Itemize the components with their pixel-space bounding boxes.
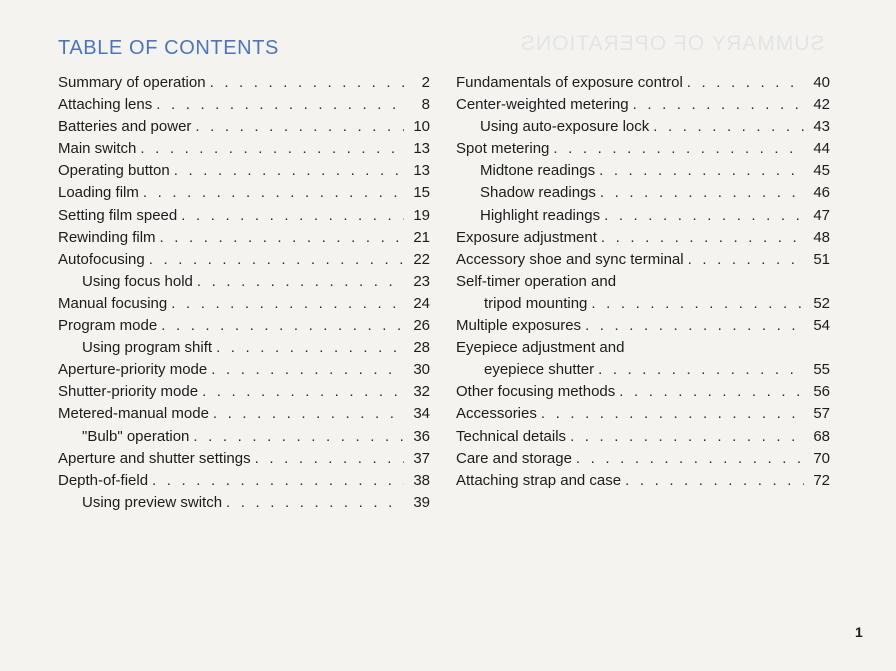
dot-leader bbox=[152, 470, 404, 492]
toc-entry-page: 42 bbox=[813, 96, 830, 114]
dot-leader bbox=[143, 182, 404, 204]
dot-leader bbox=[255, 448, 404, 470]
dot-leader bbox=[197, 271, 404, 293]
dot-leader bbox=[140, 138, 404, 160]
toc-entry-page: 2 bbox=[421, 74, 430, 91]
toc-entry-page: 45 bbox=[813, 162, 830, 180]
toc-entry-label: Shutter-priority mode bbox=[58, 383, 199, 401]
toc-entry[interactable] bbox=[456, 381, 830, 403]
toc-entry[interactable] bbox=[58, 205, 430, 227]
toc-entry-page: 56 bbox=[813, 383, 830, 401]
dot-leader bbox=[226, 492, 404, 514]
toc-entry-page: 32 bbox=[413, 383, 430, 401]
page-title: TABLE OF CONTENTS bbox=[58, 37, 279, 59]
toc-entry[interactable] bbox=[58, 448, 430, 470]
toc-entry[interactable] bbox=[456, 359, 830, 381]
dot-leader bbox=[160, 227, 404, 249]
toc-entry-label: Depth-of-field bbox=[58, 471, 149, 489]
toc-entry-label: "Bulb" operation bbox=[82, 427, 190, 445]
dot-leader bbox=[687, 72, 804, 94]
dot-leader bbox=[619, 381, 804, 403]
toc-entry-page: 40 bbox=[813, 74, 830, 91]
dot-leader bbox=[156, 94, 404, 116]
toc-entry-page: 21 bbox=[413, 228, 430, 246]
dot-leader bbox=[688, 249, 804, 271]
toc-entry-label: Operating button bbox=[58, 162, 170, 180]
toc-entry-label: Spot metering bbox=[456, 140, 550, 158]
toc-entry[interactable] bbox=[58, 160, 430, 182]
toc-entry[interactable] bbox=[58, 426, 430, 448]
toc-entry[interactable] bbox=[456, 337, 830, 359]
dot-leader bbox=[570, 426, 804, 448]
toc-entry[interactable] bbox=[58, 72, 430, 94]
toc-entry[interactable] bbox=[58, 182, 430, 204]
toc-entry-label: Attaching strap and case bbox=[456, 471, 622, 489]
dot-leader bbox=[541, 403, 804, 425]
dot-leader bbox=[598, 359, 804, 381]
toc-entry-page: 55 bbox=[813, 361, 830, 379]
dot-leader bbox=[211, 359, 404, 381]
toc-entry[interactable] bbox=[456, 205, 830, 227]
toc-entry-label: Manual focusing bbox=[58, 294, 168, 312]
toc-entry-page: 15 bbox=[413, 184, 430, 202]
toc-entry-label: Aperture-priority mode bbox=[58, 361, 208, 379]
toc-entry-label: Program mode bbox=[58, 317, 158, 335]
toc-entry[interactable] bbox=[456, 271, 830, 293]
toc-entry-page: 34 bbox=[413, 405, 430, 423]
toc-entry-label: Highlight readings bbox=[480, 206, 601, 224]
toc-entry[interactable] bbox=[456, 315, 830, 337]
toc-entry-page: 44 bbox=[813, 140, 830, 158]
toc-entry-label: Using auto-exposure lock bbox=[480, 118, 650, 136]
dot-leader bbox=[161, 315, 404, 337]
dot-leader bbox=[174, 160, 404, 182]
toc-entry-label: Accessories bbox=[456, 405, 537, 423]
toc-entry[interactable] bbox=[456, 293, 830, 315]
toc-entry[interactable] bbox=[58, 337, 430, 359]
toc-entry-label: Autofocusing bbox=[58, 250, 145, 268]
dot-leader bbox=[181, 205, 404, 227]
toc-entry[interactable] bbox=[58, 470, 430, 492]
toc-entry-page: 46 bbox=[813, 184, 830, 202]
toc-entry-label: Exposure adjustment bbox=[456, 228, 597, 246]
toc-entry[interactable] bbox=[58, 116, 430, 138]
toc-entry-page: 23 bbox=[413, 272, 430, 290]
toc-entry-page: 72 bbox=[813, 471, 830, 489]
toc-entry-label: Aperture and shutter settings bbox=[58, 449, 251, 467]
toc-entry[interactable] bbox=[456, 72, 830, 94]
toc-entry-page: 8 bbox=[421, 96, 430, 114]
toc-entry-page: 38 bbox=[413, 471, 430, 489]
toc-entry-page: 57 bbox=[813, 405, 830, 423]
dot-leader bbox=[213, 403, 404, 425]
toc-entry[interactable] bbox=[58, 403, 430, 425]
toc-entry[interactable] bbox=[456, 116, 830, 138]
toc-entry[interactable] bbox=[58, 315, 430, 337]
toc-entry[interactable] bbox=[456, 403, 830, 425]
dot-leader bbox=[149, 249, 404, 271]
toc-entry[interactable] bbox=[58, 381, 430, 403]
toc-entry-label: eyepiece shutter bbox=[484, 361, 595, 379]
toc-entry-label: Technical details bbox=[456, 427, 567, 445]
toc-entry-page: 68 bbox=[813, 427, 830, 445]
toc-entry-label: Rewinding film bbox=[58, 228, 156, 246]
dot-leader bbox=[193, 426, 404, 448]
dot-leader bbox=[553, 138, 804, 160]
toc-entry-page: 22 bbox=[413, 250, 430, 268]
toc-entry-page: 54 bbox=[813, 317, 830, 335]
toc-entry-page: 24 bbox=[413, 294, 430, 312]
bleed-through-heading: SUMMARY OF OPERATIONS bbox=[520, 32, 825, 55]
toc-entry-label: Other focusing methods bbox=[456, 383, 616, 401]
toc-entry-label: Care and storage bbox=[456, 449, 572, 467]
toc-entry[interactable] bbox=[58, 359, 430, 381]
toc-entry-page: 30 bbox=[413, 361, 430, 379]
toc-entry-label: Using program shift bbox=[82, 339, 213, 357]
toc-entry-label: Summary of operation bbox=[58, 74, 206, 91]
toc-entry-label: tripod mounting bbox=[484, 294, 588, 312]
dot-leader bbox=[625, 470, 804, 492]
dot-leader bbox=[202, 381, 404, 403]
toc-entry-label: Batteries and power bbox=[58, 118, 192, 136]
toc-entry[interactable] bbox=[456, 182, 830, 204]
toc-entry-label: Multiple exposures bbox=[456, 317, 582, 335]
toc-entry-label: Midtone readings bbox=[480, 162, 596, 180]
toc-entry-page: 52 bbox=[813, 294, 830, 312]
toc-entry-page: 37 bbox=[413, 449, 430, 467]
toc-entry-label: Loading film bbox=[58, 184, 139, 202]
dot-leader bbox=[604, 205, 804, 227]
toc-entry[interactable] bbox=[58, 293, 430, 315]
dot-leader bbox=[576, 448, 804, 470]
dot-leader bbox=[210, 72, 404, 94]
toc-entry[interactable] bbox=[456, 160, 830, 182]
toc-entry[interactable] bbox=[456, 426, 830, 448]
toc-entry-page: 28 bbox=[413, 339, 430, 357]
toc-entry[interactable] bbox=[456, 448, 830, 470]
dot-leader bbox=[633, 94, 804, 116]
toc-right-column bbox=[456, 72, 830, 492]
toc-entry-label: Self-timer operation and bbox=[456, 272, 617, 290]
toc-entry[interactable] bbox=[58, 492, 430, 514]
dot-leader bbox=[653, 116, 804, 138]
dot-leader bbox=[591, 293, 804, 315]
toc-entry-page: 48 bbox=[813, 228, 830, 246]
toc-entry[interactable] bbox=[58, 94, 430, 116]
toc-entry-page: 51 bbox=[813, 250, 830, 268]
toc-left-column bbox=[58, 72, 430, 514]
toc-entry-label: Setting film speed bbox=[58, 206, 178, 224]
dot-leader bbox=[195, 116, 404, 138]
toc-entry-page: 36 bbox=[413, 427, 430, 445]
toc-entry-label: Using preview switch bbox=[82, 493, 223, 511]
toc-entry-page: 13 bbox=[413, 162, 430, 180]
toc-entry[interactable] bbox=[456, 227, 830, 249]
toc-entry-page: 47 bbox=[813, 206, 830, 224]
toc-entry[interactable] bbox=[456, 138, 830, 160]
dot-leader bbox=[585, 315, 804, 337]
toc-entry[interactable] bbox=[58, 271, 430, 293]
toc-entry-label: Attaching lens bbox=[58, 96, 153, 114]
toc-entry[interactable] bbox=[456, 470, 830, 492]
toc-entry[interactable] bbox=[456, 94, 830, 116]
dot-leader bbox=[600, 182, 804, 204]
toc-entry-label: Center-weighted metering bbox=[456, 96, 629, 114]
toc-entry-page: 26 bbox=[413, 317, 430, 335]
toc-entry-label: Using focus hold bbox=[82, 272, 193, 290]
toc-entry-label: Metered-manual mode bbox=[58, 405, 209, 423]
toc-entry-page: 10 bbox=[413, 118, 430, 136]
toc-entry-page: 43 bbox=[813, 118, 830, 136]
dot-leader bbox=[601, 227, 804, 249]
dot-leader bbox=[216, 337, 404, 359]
dot-leader bbox=[171, 293, 404, 315]
toc-entry[interactable] bbox=[58, 249, 430, 271]
toc-entry-page: 13 bbox=[413, 140, 430, 158]
dot-leader bbox=[599, 160, 804, 182]
toc-entry-label: Eyepiece adjustment and bbox=[456, 339, 625, 357]
toc-entry-page: 39 bbox=[413, 493, 430, 511]
toc-entry-label: Main switch bbox=[58, 140, 137, 158]
toc-entry-page: 70 bbox=[813, 449, 830, 467]
toc-entry-label: Fundamentals of exposure control bbox=[456, 74, 683, 91]
toc-entry-page: 19 bbox=[413, 206, 430, 224]
toc-entry-label: Accessory shoe and sync terminal bbox=[456, 250, 684, 268]
page-number: 1 bbox=[855, 624, 863, 640]
toc-entry[interactable] bbox=[58, 227, 430, 249]
toc-entry-label: Shadow readings bbox=[480, 184, 596, 202]
toc-entry[interactable] bbox=[58, 138, 430, 160]
toc-entry[interactable] bbox=[456, 249, 830, 271]
